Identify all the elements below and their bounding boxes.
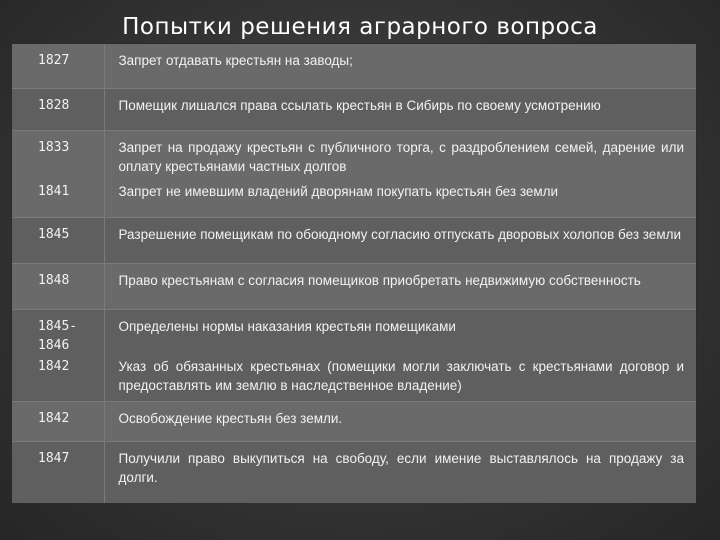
- row-year: 1848: [12, 264, 104, 310]
- row-year: 1845: [12, 218, 104, 264]
- table-row: [12, 264, 696, 310]
- row-text: Определены нормы наказания крестьян помещиками: [104, 310, 696, 356]
- table-row: [12, 310, 696, 356]
- row-year: 1828: [12, 88, 104, 130]
- row-text: Запрет не имевшим владений дворянам покупать крестьян без земли: [104, 180, 696, 218]
- row-text: Разрешение помещикам по обоюдному согласию отпускать дворовых холопов без земли: [104, 218, 696, 264]
- reforms-table: [12, 44, 696, 494]
- table-row: [12, 441, 696, 503]
- reforms-table-grid: [12, 44, 696, 503]
- table-row: [12, 401, 696, 441]
- row-text: Получили право выкупиться на свободу, если имение выставлялось на продажу за долги.: [104, 441, 696, 503]
- row-year: 1841: [12, 180, 104, 218]
- slide-title: Попытки решения аграрного вопроса: [122, 14, 598, 40]
- row-text: Запрет на продажу крестьян с публичного торга, с раздроблением семей, дарение или оплату крестьянами частных долгов: [104, 130, 696, 180]
- row-text: Освобождение крестьян без земли.: [104, 401, 696, 441]
- row-year: 1847: [12, 441, 104, 503]
- row-year: 1827: [12, 44, 104, 88]
- row-year: 1833: [12, 130, 104, 180]
- row-year: 1842: [12, 355, 104, 401]
- row-text: Помещик лишался права ссылать крестьян в Сибирь по своему усмотрению: [104, 88, 696, 130]
- row-text: Указ об обязанных крестьянах (помещики могли заключать с крестьянами договор и предоставлять им землю в наследственное владение): [104, 355, 696, 401]
- row-year-line: 1845-: [38, 319, 78, 334]
- table-row: [12, 44, 696, 88]
- row-year: 1842: [12, 401, 104, 441]
- table-row: [12, 130, 696, 180]
- row-text: Запрет отдавать крестьян на заводы;: [104, 44, 696, 88]
- table-row: [12, 355, 696, 401]
- row-text: Право крестьянам с согласия помещиков приобретать недвижимую собственность: [104, 264, 696, 310]
- table-row: [12, 218, 696, 264]
- row-year: [12, 310, 104, 356]
- table-row: [12, 180, 696, 218]
- table-row: [12, 88, 696, 130]
- row-year-line: 1846: [38, 338, 70, 353]
